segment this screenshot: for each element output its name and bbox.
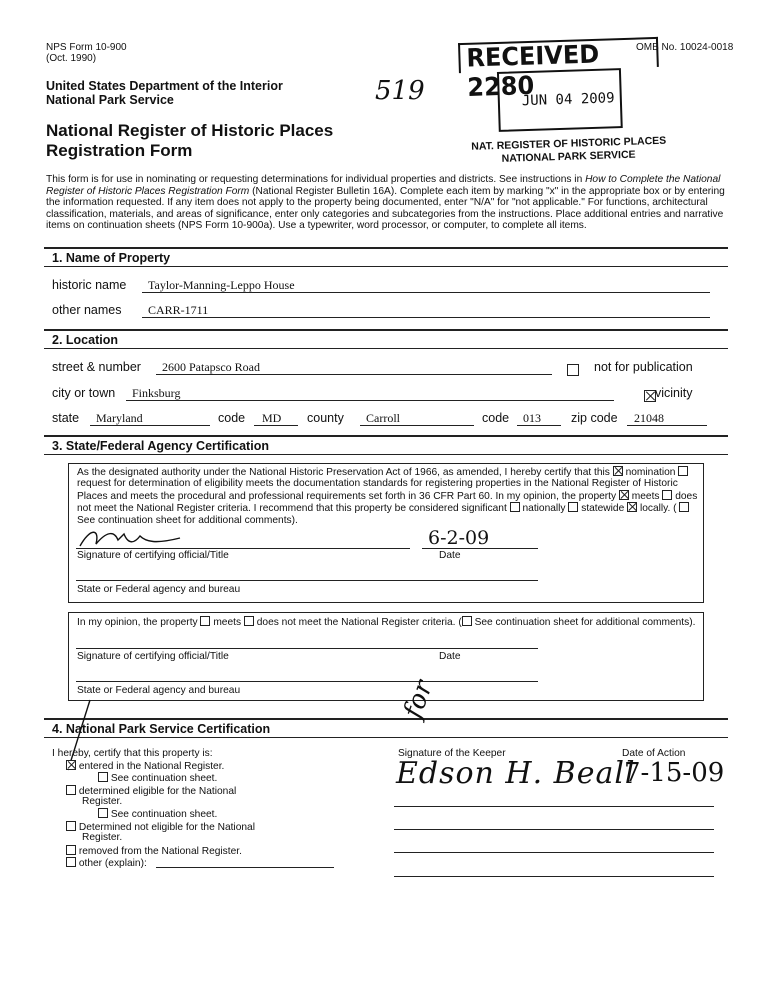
agency-line-2: National Park Service: [46, 93, 174, 107]
keeper-line-4: [394, 852, 714, 853]
certification-date: 6-2-09: [428, 527, 490, 549]
received-stamp: [458, 37, 667, 173]
bureau-line: [76, 580, 538, 581]
keeper-line-3: [394, 829, 714, 830]
request-checkbox[interactable]: [678, 466, 688, 476]
county-label: county: [307, 411, 344, 425]
keeper-signature-label: Signature of the Keeper: [398, 748, 506, 759]
city-value: Finksburg: [132, 386, 181, 400]
opinion-continuation-checkbox[interactable]: [462, 616, 472, 626]
signature-label: Signature of certifying official/Title: [77, 550, 229, 561]
other-names-field[interactable]: [142, 304, 710, 318]
opinion-does-not-meet-checkbox[interactable]: [244, 616, 254, 626]
nomination-checkbox[interactable]: [613, 466, 623, 476]
county-code-label: code: [482, 411, 510, 425]
option-eligible-continuation: See continuation sheet.: [98, 808, 217, 820]
form-date: (Oct. 1990): [46, 53, 97, 64]
not-for-publication-label: not for publication: [594, 360, 693, 374]
handwritten-number: 519: [375, 76, 425, 106]
received-text: RECEIVED 2280: [466, 39, 600, 103]
not-for-publication-checkbox[interactable]: [567, 364, 579, 376]
eligible-checkbox[interactable]: [66, 785, 76, 795]
eligible-continuation-checkbox[interactable]: [98, 808, 108, 818]
keeper-signature: Edson H. Beall: [396, 756, 636, 791]
keeper-intro: I hereby, certify that this property is:: [52, 748, 213, 759]
stamp-line-1: NAT. REGISTER OF HISTORIC PLACES: [471, 134, 667, 153]
agency-line-1: United States Department of the Interior: [46, 79, 283, 93]
county-code-value: 013: [523, 411, 541, 425]
entered-checkbox[interactable]: [66, 760, 76, 770]
street-label: street & number: [52, 360, 141, 374]
statewide-checkbox[interactable]: [568, 502, 578, 512]
other-checkbox[interactable]: [66, 857, 76, 867]
state-certification-text: As the designated authority under the National Historic Preservation Act of 1966, as amended, I hereby certify that this nomination request for determination of eligibility meets the documentation standards for registering properties in the National Register of Historic Places and meets the procedural and professional requirements set forth in 36 CFR Part 60. In my opinion, the property meets does not meet the National Register criteria. I recommend that this property be considered significant nationally statewide locally. ( See continuation sheet for additional comments).: [77, 467, 698, 526]
option-not-eligible: Determined not eligible for the National: [66, 821, 255, 833]
opinion-meets-checkbox[interactable]: [200, 616, 210, 626]
locally-checkbox[interactable]: [627, 502, 637, 512]
section-1-header: 1. Name of Property: [44, 247, 728, 267]
option-entered-continuation: See continuation sheet.: [98, 772, 217, 784]
keeper-for-mark: for: [398, 676, 440, 723]
option-removed: removed from the National Register.: [66, 845, 242, 857]
state-value: Maryland: [96, 411, 143, 425]
see-continuation-checkbox[interactable]: [679, 502, 689, 512]
meets-checkbox[interactable]: [619, 490, 629, 500]
section-2-header: 2. Location: [44, 329, 728, 349]
instructions: This form is for use in nominating or requesting determinations for individual properties and districts. See instructions in How to Complete the National Register of Historic Places Registration Form (National Register Bulletin 16A). Complete each item by marking "x" in the appropriate box or by entering the information requested. If any item does not apply to the property being documented, enter "N/A" for "not applicable." For functions, architectural classification, materials, and areas of significance, enter only categories and subcategories from the instructions. Place additional entries and narrative items on continuation sheets (NPS Form 10-900a). Use a typewriter, word processor, or computer, to complete all items.: [46, 174, 725, 232]
bureau-label-2: State or Federal agency and bureau: [77, 685, 241, 696]
state-label: state: [52, 411, 80, 425]
action-date: 7-15-09: [624, 758, 725, 788]
page-title-line-2: Registration Form: [46, 141, 193, 160]
other-explain-line[interactable]: [156, 867, 334, 868]
does-not-meet-checkbox[interactable]: [662, 490, 672, 500]
other-names-label: other names: [52, 303, 122, 317]
section-3-header: 3. State/Federal Agency Certification: [44, 435, 728, 455]
zip-value: 21048: [634, 411, 664, 425]
historic-name-value: Taylor-Manning-Leppo House: [148, 278, 295, 292]
vicinity-label: vicinity: [655, 386, 693, 400]
bureau-line-2: [76, 681, 538, 682]
not-eligible-checkbox[interactable]: [66, 821, 76, 831]
option-other: other (explain):: [66, 857, 147, 869]
option-eligible: determined eligible for the National: [66, 785, 236, 797]
city-field[interactable]: [126, 387, 614, 401]
option-eligible-line-2: Register.: [82, 796, 123, 807]
signature-line-2: [76, 648, 538, 649]
keeper-line-2: [394, 806, 714, 807]
date-label: Date: [439, 550, 461, 561]
other-names-value: CARR-1711: [148, 303, 209, 317]
page-title-line-1: National Register of Historic Places: [46, 121, 334, 140]
street-value: 2600 Patapsco Road: [162, 360, 260, 374]
county-value: Carroll: [366, 411, 400, 425]
date-label-2: Date: [439, 651, 461, 662]
zip-label: zip code: [571, 411, 618, 425]
opinion-text: In my opinion, the property meets does not meet the National Register criteria. ( See continuation sheet for additional comments).: [77, 617, 696, 628]
nationally-checkbox[interactable]: [510, 502, 520, 512]
form-number: NPS Form 10-900: [46, 42, 127, 53]
city-label: city or town: [52, 386, 116, 400]
stamp-date: JUN 04 2009: [521, 90, 615, 110]
option-entered: entered in the National Register.: [66, 760, 224, 772]
signature-line: [76, 548, 410, 549]
date-of-action-label: Date of Action: [622, 748, 686, 759]
section-4-header: 4. National Park Service Certification: [44, 718, 728, 738]
state-code-value: MD: [262, 411, 282, 425]
state-code-label: code: [218, 411, 246, 425]
bureau-label: State or Federal agency and bureau: [77, 584, 241, 595]
historic-name-label: historic name: [52, 278, 127, 292]
stamp-line-2: NATIONAL PARK SERVICE: [501, 148, 636, 165]
option-not-eligible-line-2: Register.: [82, 832, 123, 843]
omb-number: OMB No. 10024-0018: [636, 42, 734, 53]
removed-checkbox[interactable]: [66, 845, 76, 855]
entered-continuation-checkbox[interactable]: [98, 772, 108, 782]
keeper-line-5: [394, 876, 714, 877]
signature-label-2: Signature of certifying official/Title: [77, 651, 229, 662]
